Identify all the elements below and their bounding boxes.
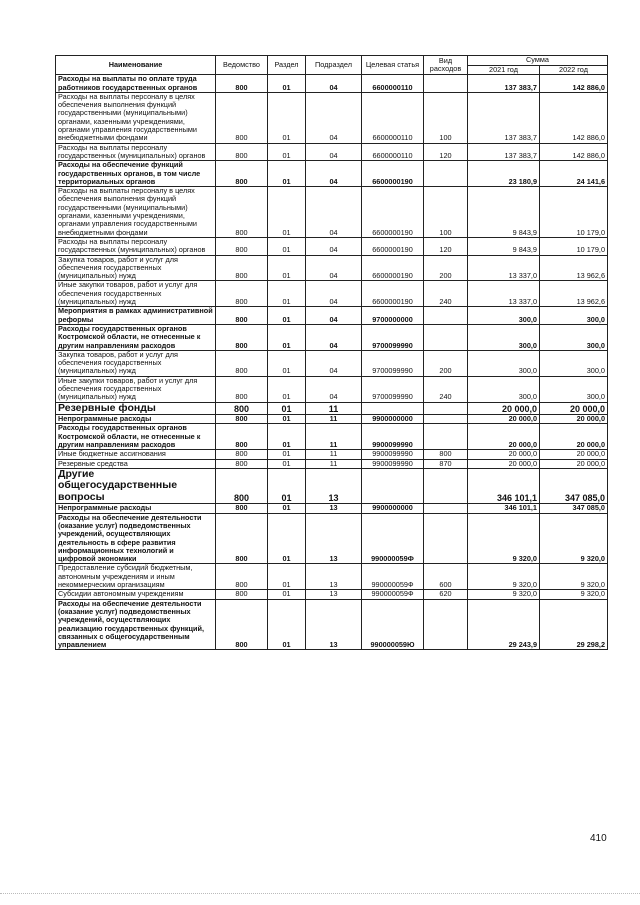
cell-name: Расходы на обеспечение функций государственных органов, в том числе территориальных органов: [56, 161, 216, 187]
cell-amount-2022: 300,0: [540, 350, 608, 376]
cell-department: 800: [216, 324, 268, 350]
scan-edge-line: [0, 893, 640, 894]
cell-target-item: [362, 402, 424, 415]
table-row: [56, 402, 608, 415]
cell-amount-2021: 13 337,0: [468, 281, 540, 307]
header-subsection: Подраздел: [306, 56, 362, 75]
cell-target-item: 6600000190: [362, 237, 424, 255]
cell-target-item: 990000059Ф: [362, 513, 424, 564]
table-row: [56, 92, 608, 143]
cell-name: Субсидии автономным учреждениям: [56, 590, 216, 599]
cell-amount-2022: 300,0: [540, 307, 608, 325]
cell-subsection: 13: [306, 504, 362, 513]
cell-target-item: 6600000190: [362, 255, 424, 281]
cell-amount-2022: 9 320,0: [540, 513, 608, 564]
cell-amount-2021: 20 000,0: [468, 459, 540, 468]
cell-amount-2022: 20 000,0: [540, 450, 608, 459]
table-row: [56, 143, 608, 161]
cell-department: 800: [216, 281, 268, 307]
cell-section: 01: [268, 237, 306, 255]
cell-name: Расходы на выплаты персоналу государственных (муниципальных) органов: [56, 143, 216, 161]
cell-amount-2022: 29 298,2: [540, 599, 608, 650]
cell-name: Иные бюджетные ассигнования: [56, 450, 216, 459]
cell-amount-2021: 300,0: [468, 376, 540, 402]
cell-section: 01: [268, 143, 306, 161]
cell-expense-type: [424, 324, 468, 350]
cell-subsection: 04: [306, 75, 362, 93]
cell-section: 01: [268, 450, 306, 459]
cell-subsection: 04: [306, 307, 362, 325]
cell-department: 800: [216, 468, 268, 504]
cell-target-item: 9700000000: [362, 307, 424, 325]
table-row: [56, 513, 608, 564]
table-row: [56, 450, 608, 459]
cell-expense-type: 200: [424, 255, 468, 281]
cell-amount-2021: 13 337,0: [468, 255, 540, 281]
cell-amount-2022: 9 320,0: [540, 564, 608, 590]
cell-amount-2022: 10 179,0: [540, 237, 608, 255]
table-row: [56, 504, 608, 513]
cell-expense-type: 200: [424, 350, 468, 376]
cell-subsection: 04: [306, 255, 362, 281]
cell-amount-2022: 20 000,0: [540, 459, 608, 468]
cell-section: 01: [268, 415, 306, 424]
cell-department: 800: [216, 161, 268, 187]
cell-subsection: 04: [306, 92, 362, 143]
cell-department: 800: [216, 415, 268, 424]
cell-expense-type: 870: [424, 459, 468, 468]
cell-expense-type: [424, 424, 468, 450]
cell-department: 800: [216, 504, 268, 513]
table-row: [56, 564, 608, 590]
cell-section: 01: [268, 350, 306, 376]
header-amount: Сумма: [468, 56, 608, 66]
cell-target-item: 9700099990: [362, 350, 424, 376]
cell-target-item: 6600000190: [362, 161, 424, 187]
cell-name: Закупка товаров, работ и услуг для обеспечения государственных (муниципальных) нужд: [56, 350, 216, 376]
cell-subsection: 11: [306, 415, 362, 424]
table-row: [56, 255, 608, 281]
cell-target-item: 9900099990: [362, 459, 424, 468]
cell-amount-2022: 20 000,0: [540, 402, 608, 415]
cell-target-item: 9900099990: [362, 450, 424, 459]
table-row: [56, 237, 608, 255]
cell-expense-type: 120: [424, 237, 468, 255]
table-row: [56, 468, 608, 504]
cell-subsection: 04: [306, 143, 362, 161]
cell-department: 800: [216, 143, 268, 161]
header-name: Наименование: [56, 56, 216, 75]
table-row: [56, 161, 608, 187]
cell-name: Непрограммные расходы: [56, 415, 216, 424]
cell-amount-2021: 29 243,9: [468, 599, 540, 650]
cell-section: 01: [268, 187, 306, 238]
cell-subsection: 04: [306, 376, 362, 402]
table-row: [56, 350, 608, 376]
cell-amount-2022: 347 085,0: [540, 468, 608, 504]
cell-name: Непрограммные расходы: [56, 504, 216, 513]
cell-amount-2022: 142 886,0: [540, 92, 608, 143]
cell-target-item: 9700099990: [362, 376, 424, 402]
cell-target-item: 9700099990: [362, 324, 424, 350]
cell-name: Иные закупки товаров, работ и услуг для обеспечения государственных (муниципальных) нужд: [56, 376, 216, 402]
cell-department: 800: [216, 75, 268, 93]
table-row: [56, 307, 608, 325]
cell-section: 01: [268, 255, 306, 281]
cell-name: Расходы на выплаты персоналу в целях обеспечения выполнения функций государственными (муниципальными) органами, казенными учреждениями, органами управления государственными внебюджетными фондами: [56, 92, 216, 143]
cell-amount-2021: 137 383,7: [468, 75, 540, 93]
cell-name: Закупка товаров, работ и услуг для обеспечения государственных (муниципальных) нужд: [56, 255, 216, 281]
cell-expense-type: 100: [424, 92, 468, 143]
cell-expense-type: [424, 415, 468, 424]
cell-amount-2021: 9 843,9: [468, 187, 540, 238]
table-row: [56, 187, 608, 238]
cell-department: 800: [216, 402, 268, 415]
cell-target-item: 9900000000: [362, 504, 424, 513]
cell-department: 800: [216, 376, 268, 402]
cell-expense-type: 120: [424, 143, 468, 161]
cell-expense-type: [424, 504, 468, 513]
table-row: [56, 324, 608, 350]
cell-department: 800: [216, 459, 268, 468]
table-row: [56, 376, 608, 402]
cell-target-item: 9900000000: [362, 415, 424, 424]
cell-expense-type: [424, 513, 468, 564]
cell-expense-type: 240: [424, 281, 468, 307]
header-year-2022: 2022 год: [540, 66, 608, 75]
cell-section: 01: [268, 376, 306, 402]
cell-section: 01: [268, 75, 306, 93]
table-body: [56, 75, 608, 650]
cell-target-item: 990000059Ф: [362, 590, 424, 599]
cell-target-item: [362, 468, 424, 504]
cell-section: 01: [268, 402, 306, 415]
cell-subsection: 11: [306, 402, 362, 415]
table-row: [56, 590, 608, 599]
table-row: [56, 599, 608, 650]
cell-target-item: 6600000190: [362, 187, 424, 238]
cell-amount-2021: 300,0: [468, 324, 540, 350]
cell-department: 800: [216, 307, 268, 325]
cell-name: Мероприятия в рамках административной реформы: [56, 307, 216, 325]
cell-name: Расходы на обеспечение деятельности (оказание услуг) подведомственных учреждений, осуществляющих деятельность в сфере развития информационных технологий и цифровой экономики: [56, 513, 216, 564]
cell-expense-type: 620: [424, 590, 468, 599]
cell-amount-2021: 23 180,9: [468, 161, 540, 187]
cell-expense-type: [424, 161, 468, 187]
cell-amount-2022: 300,0: [540, 376, 608, 402]
cell-target-item: 990000059Ю: [362, 599, 424, 650]
cell-section: 01: [268, 468, 306, 504]
cell-amount-2021: 137 383,7: [468, 143, 540, 161]
cell-subsection: 04: [306, 350, 362, 376]
cell-section: 01: [268, 161, 306, 187]
cell-subsection: 13: [306, 468, 362, 504]
cell-department: 800: [216, 590, 268, 599]
table-row: [56, 459, 608, 468]
cell-section: 01: [268, 92, 306, 143]
cell-amount-2022: 10 179,0: [540, 187, 608, 238]
header-section: Раздел: [268, 56, 306, 75]
cell-target-item: 6600000110: [362, 92, 424, 143]
cell-target-item: 6600000110: [362, 75, 424, 93]
cell-department: 800: [216, 599, 268, 650]
cell-subsection: 11: [306, 424, 362, 450]
cell-amount-2021: 346 101,1: [468, 504, 540, 513]
cell-department: 800: [216, 450, 268, 459]
cell-subsection: 04: [306, 161, 362, 187]
cell-department: 800: [216, 564, 268, 590]
cell-subsection: 04: [306, 281, 362, 307]
table-row: [56, 281, 608, 307]
cell-name: Резервные фонды: [56, 402, 216, 415]
cell-amount-2021: 9 320,0: [468, 564, 540, 590]
header-target-item: Целевая статья: [362, 56, 424, 75]
cell-section: 01: [268, 564, 306, 590]
cell-amount-2021: 20 000,0: [468, 415, 540, 424]
cell-amount-2022: 142 886,0: [540, 75, 608, 93]
cell-amount-2022: 142 886,0: [540, 143, 608, 161]
cell-name: Иные закупки товаров, работ и услуг для обеспечения государственных (муниципальных) нужд: [56, 281, 216, 307]
cell-expense-type: 240: [424, 376, 468, 402]
cell-section: 01: [268, 281, 306, 307]
cell-department: 800: [216, 424, 268, 450]
cell-amount-2021: 300,0: [468, 350, 540, 376]
cell-target-item: 6600000110: [362, 143, 424, 161]
cell-name: Расходы государственных органов Костромской области, не отнесенные к другим направлениям расходов: [56, 324, 216, 350]
cell-amount-2022: 347 085,0: [540, 504, 608, 513]
header-year-2021: 2021 год: [468, 66, 540, 75]
cell-section: 01: [268, 324, 306, 350]
cell-amount-2021: 346 101,1: [468, 468, 540, 504]
cell-department: 800: [216, 237, 268, 255]
cell-amount-2021: 9 320,0: [468, 513, 540, 564]
cell-name: Резервные средства: [56, 459, 216, 468]
budget-table: [55, 55, 608, 650]
cell-amount-2021: 137 383,7: [468, 92, 540, 143]
cell-subsection: 13: [306, 590, 362, 599]
cell-expense-type: [424, 599, 468, 650]
cell-target-item: 9900099990: [362, 424, 424, 450]
cell-department: 800: [216, 187, 268, 238]
cell-amount-2021: 300,0: [468, 307, 540, 325]
cell-target-item: 6600000190: [362, 281, 424, 307]
cell-subsection: 13: [306, 599, 362, 650]
cell-amount-2022: 20 000,0: [540, 424, 608, 450]
cell-amount-2021: 9 320,0: [468, 590, 540, 599]
cell-amount-2022: 13 962,6: [540, 281, 608, 307]
table-row: [56, 75, 608, 93]
cell-expense-type: [424, 468, 468, 504]
cell-section: 01: [268, 513, 306, 564]
cell-amount-2021: 20 000,0: [468, 402, 540, 415]
cell-department: 800: [216, 255, 268, 281]
cell-subsection: 11: [306, 450, 362, 459]
cell-expense-type: [424, 75, 468, 93]
cell-expense-type: 600: [424, 564, 468, 590]
cell-target-item: 990000059Ф: [362, 564, 424, 590]
cell-department: 800: [216, 92, 268, 143]
cell-subsection: 04: [306, 187, 362, 238]
cell-name: Расходы на выплаты персоналу в целях обеспечения выполнения функций государственными (муниципальными) органами, казенными учреждениями, органами управления государственными внебюджетными фондами: [56, 187, 216, 238]
cell-subsection: 13: [306, 513, 362, 564]
cell-subsection: 13: [306, 564, 362, 590]
cell-name: Предоставление субсидий бюджетным, автономным учреждениям и иным некоммерческим организациям: [56, 564, 216, 590]
header-expense-type: Вид расходов: [424, 56, 468, 75]
cell-name: Расходы на выплаты персоналу государственных (муниципальных) органов: [56, 237, 216, 255]
cell-amount-2022: 13 962,6: [540, 255, 608, 281]
cell-amount-2022: 20 000,0: [540, 415, 608, 424]
cell-expense-type: [424, 402, 468, 415]
cell-amount-2022: 9 320,0: [540, 590, 608, 599]
cell-section: 01: [268, 459, 306, 468]
cell-department: 800: [216, 513, 268, 564]
cell-subsection: 04: [306, 237, 362, 255]
cell-subsection: 11: [306, 459, 362, 468]
cell-amount-2022: 300,0: [540, 324, 608, 350]
cell-amount-2022: 24 141,6: [540, 161, 608, 187]
cell-name: Другие общегосударственные вопросы: [56, 468, 216, 504]
cell-amount-2021: 9 843,9: [468, 237, 540, 255]
cell-subsection: 04: [306, 324, 362, 350]
page-number: 410: [590, 833, 607, 844]
cell-section: 01: [268, 307, 306, 325]
cell-section: 01: [268, 590, 306, 599]
header-department: Ведомство: [216, 56, 268, 75]
cell-expense-type: [424, 307, 468, 325]
cell-name: Расходы на выплаты по оплате труда работников государственных органов: [56, 75, 216, 93]
cell-amount-2021: 20 000,0: [468, 450, 540, 459]
table-row: [56, 424, 608, 450]
cell-amount-2021: 20 000,0: [468, 424, 540, 450]
cell-section: 01: [268, 424, 306, 450]
cell-name: Расходы государственных органов Костромской области, не отнесенные к другим направлениям расходов: [56, 424, 216, 450]
cell-section: 01: [268, 504, 306, 513]
cell-department: 800: [216, 350, 268, 376]
cell-expense-type: 100: [424, 187, 468, 238]
cell-name: Расходы на обеспечение деятельности (оказание услуг) подведомственных учреждений, осуществляющих реализацию государственных функций, связанных с общегосударственным управлением: [56, 599, 216, 650]
cell-expense-type: 800: [424, 450, 468, 459]
cell-section: 01: [268, 599, 306, 650]
